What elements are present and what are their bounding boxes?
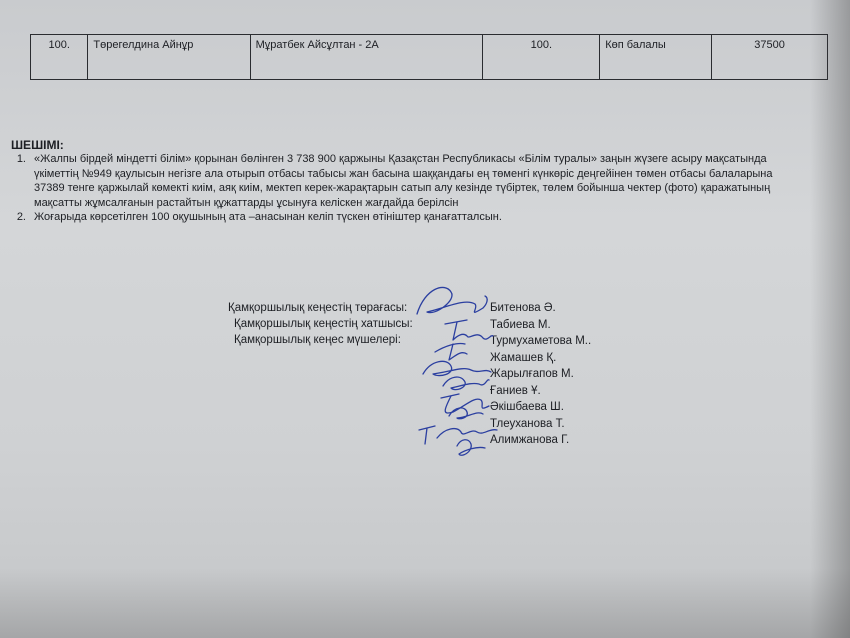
signature-member-5 — [449, 408, 483, 419]
row-number-2: 100. — [483, 35, 600, 80]
item-text — [34, 210, 820, 225]
item-line: үкіметтің №949 қаулысын негізге ала отырып отбасы табысы жан басына шаққандағы ең төменгі күнкөріс деңгейінен төмен отбасы балаларына — [34, 167, 773, 180]
signatory-name: Битенова Ә. — [490, 302, 556, 314]
item-number: 1. — [16, 153, 26, 165]
page-shadow-right — [810, 0, 850, 638]
decision-list — [8, 152, 820, 225]
signatory-name: Жамашев Қ. — [490, 351, 557, 364]
page-shadow-bottom — [0, 568, 850, 638]
list-item — [8, 152, 820, 210]
signatory-name: Жарылғапов М. — [490, 368, 574, 380]
members-label: Қамқоршылық кеңес мүшелері: — [234, 334, 401, 346]
decision-title: ШЕШІМІ: — [11, 138, 64, 152]
item-line: Жоғарыда көрсетілген 100 оқушының ата –анасынан келіп түскен өтініштер қанағатталсын. — [34, 211, 502, 224]
handwritten-signatures — [405, 278, 515, 478]
signature-secretary — [445, 320, 493, 340]
item-number: 2. — [16, 211, 26, 224]
signature-member-4 — [441, 394, 489, 413]
signatory-name: Табиева М. — [490, 318, 551, 331]
parent-name: Төрегелдина Айнұр — [88, 35, 250, 80]
amount: 37500 — [712, 35, 828, 80]
signatory-name: Ғаниев Ұ. — [490, 384, 541, 397]
family-category: Көп балалы — [600, 35, 712, 80]
signature-member-6 — [419, 426, 497, 444]
signatory-name: Алимжанова Г. — [490, 434, 570, 446]
signature-member-1 — [435, 343, 467, 360]
signatory-name: Әкішбаева Ш. — [490, 401, 564, 413]
signatory-name: Турмухаметова М.. — [490, 335, 592, 347]
item-line: «Жалпы бірдей міндетті білім» қорынан бөлінген 3 738 900 қаржыны Қазақстан Республикасы «Білім туралы» заңын жүзеге асыру мақсатында — [34, 153, 767, 165]
signatory-name: Тлеуханова Т. — [490, 417, 565, 430]
signature-labels — [228, 300, 413, 348]
chair-label: Қамқоршылық кеңестің төрағасы: — [228, 302, 408, 314]
item-line: 37389 тенге қаржылай көмекті киім, аяқ киім, мектеп керек-жарақтарын сатып алу кезінде түбіртек, төлем бойынша чектер (фото) қаражатының — [34, 182, 771, 195]
signature-member-7 — [457, 440, 485, 456]
item-line: мақсатты жұмсалғанын растайтын құжаттарды ұсынуға келіскен жағдайда берілсін — [34, 196, 459, 209]
child-name: Мұратбек Айсұлтан - 2А — [250, 35, 483, 80]
item-text — [34, 152, 820, 210]
list-item — [8, 210, 820, 225]
table-row — [31, 35, 828, 80]
students-table — [30, 34, 828, 80]
row-number: 100. — [31, 35, 88, 80]
signature-member-2 — [423, 361, 491, 375]
secretary-label: Қамқоршылық кеңестің хатшысы: — [234, 318, 413, 330]
signature-chair — [417, 287, 487, 314]
signature-member-3 — [443, 377, 489, 390]
